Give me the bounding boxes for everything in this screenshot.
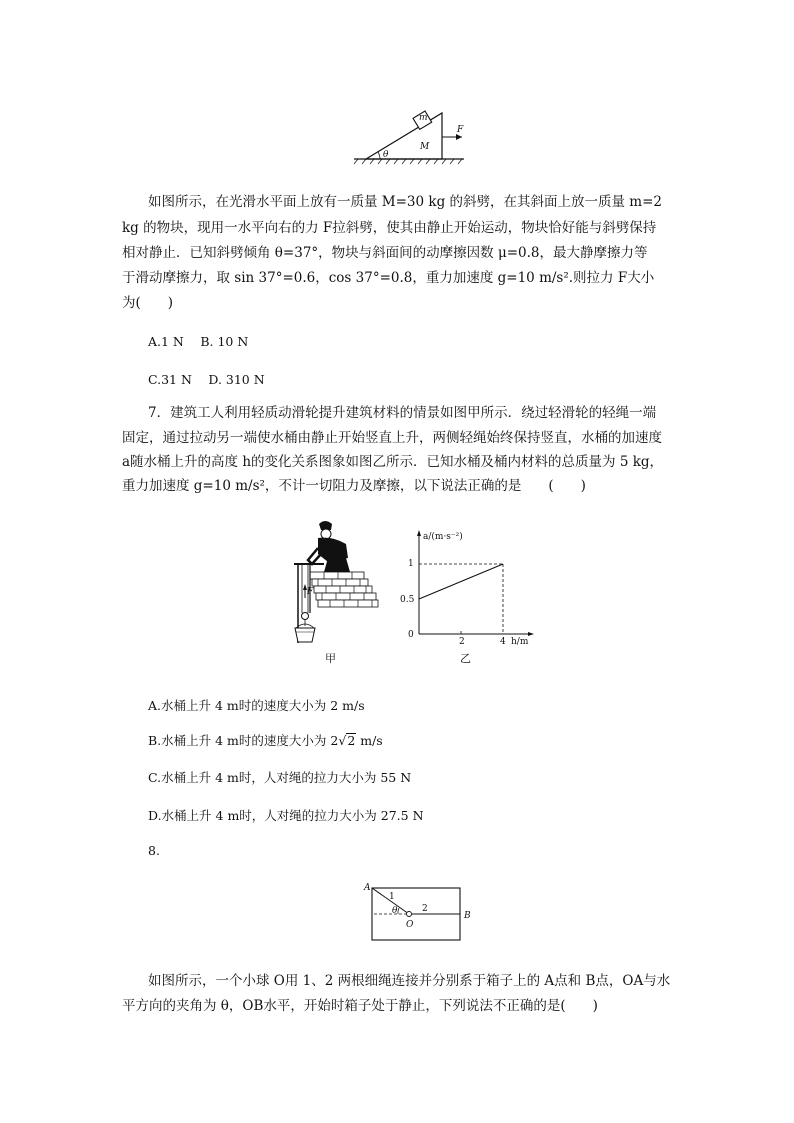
angle-label-theta: θ xyxy=(383,150,389,160)
x-axis-label: h/m xyxy=(511,637,529,647)
figure-yi-caption: 乙 xyxy=(460,652,471,665)
ball-O-label: O xyxy=(406,920,414,930)
worker-figure xyxy=(288,518,388,668)
point-A-label: A xyxy=(364,883,371,893)
a-h-series-line xyxy=(419,564,503,599)
q6-option-ab: A.1 N B. 10 N xyxy=(148,334,249,349)
sqrt-sign: √ xyxy=(338,733,347,748)
q7-option-b-root: 2 xyxy=(347,733,356,748)
q8-number: 8. xyxy=(148,843,160,858)
q7-line-4: 重力加速度 g=10 m/s²，不计一切阻力及摩擦，以下说法正确的是 ( ) xyxy=(122,478,586,494)
q7-line-1: 7．建筑工人利用轻质动滑轮提升建筑材料的情景如图甲所示．绕过轻滑轮的轻绳一端 xyxy=(148,405,657,421)
q7-option-b-prefix: B.水桶上升 4 m时的速度大小为 2 xyxy=(148,733,339,748)
figure-jia-caption: 甲 xyxy=(325,652,336,665)
q7-option-d: D.水桶上升 4 m时，人对绳的拉力大小为 27.5 N xyxy=(148,808,424,823)
q8-line-2: 平方向的夹角为 θ，OB水平，开始时箱子处于静止，下列说法不正确的是( ) xyxy=(122,998,598,1014)
q7-line-2: 固定，通过拉动另一端使水桶由静止开始竖直上升，两侧轻绳始终保持竖直，水桶的加速度 xyxy=(122,430,662,446)
incline-label-M: M xyxy=(420,142,430,152)
q6-line-5: 为( ) xyxy=(122,295,174,311)
block-label-m: m xyxy=(419,113,428,123)
point-B-label: B xyxy=(464,911,471,921)
y-tick-0: 0 xyxy=(408,630,414,640)
q7-option-c: C.水桶上升 4 m时，人对绳的拉力大小为 55 N xyxy=(148,770,412,785)
y-tick-1: 1 xyxy=(408,559,414,569)
angle-theta-label: θ xyxy=(392,906,398,916)
x-tick-2: 2 xyxy=(459,637,465,647)
q7-option-b-suffix: m/s xyxy=(356,733,383,748)
q6-line-2: kg 的物块，现用一水平向右的力 F拉斜劈，使其由静止开始运动，物块恰好能与斜劈保持 xyxy=(122,220,657,236)
q6-option-cd: C.31 N D. 310 N xyxy=(148,372,265,387)
x-tick-4: 4 xyxy=(500,637,506,647)
q8-line-1: 如图所示，一个小球 O用 1、2 两根细绳连接并分别系于箱子上的 A点和 B点，OA与水 xyxy=(148,973,671,989)
q6-line-4: 于滑动摩擦力，取 sin 37°=0.6，cos 37°=0.8，重力加速度 g=10 m/s².则拉力 F大小 xyxy=(122,270,655,286)
rope-2-label: 2 xyxy=(422,904,428,914)
q6-line-3: 相对静止．已知斜劈倾角 θ=37°，物块与斜面间的动摩擦因数 μ=0.8，最大静摩擦力等 xyxy=(122,245,648,261)
force-label-F: F xyxy=(457,125,464,135)
incline-figure xyxy=(350,105,470,167)
y-axis-label: a/(m·s⁻²) xyxy=(423,532,463,542)
q7-option-b xyxy=(148,731,383,749)
q7-line-3: a随水桶上升的高度 h的变化关系图象如图乙所示．已知水桶及桶内材料的总质量为 5 kg， xyxy=(122,454,664,470)
q6-line-1: 如图所示，在光滑水平面上放有一质量 M=30 kg 的斜劈，在其斜面上放一质量 m=2 xyxy=(148,194,663,210)
box-figure xyxy=(360,880,470,944)
rope-force-label: F xyxy=(307,587,314,597)
a-h-chart xyxy=(390,528,540,668)
q7-option-a: A.水桶上升 4 m时的速度大小为 2 m/s xyxy=(148,698,365,713)
y-tick-0.5: 0.5 xyxy=(400,595,415,605)
rope-1-label: 1 xyxy=(389,892,395,902)
